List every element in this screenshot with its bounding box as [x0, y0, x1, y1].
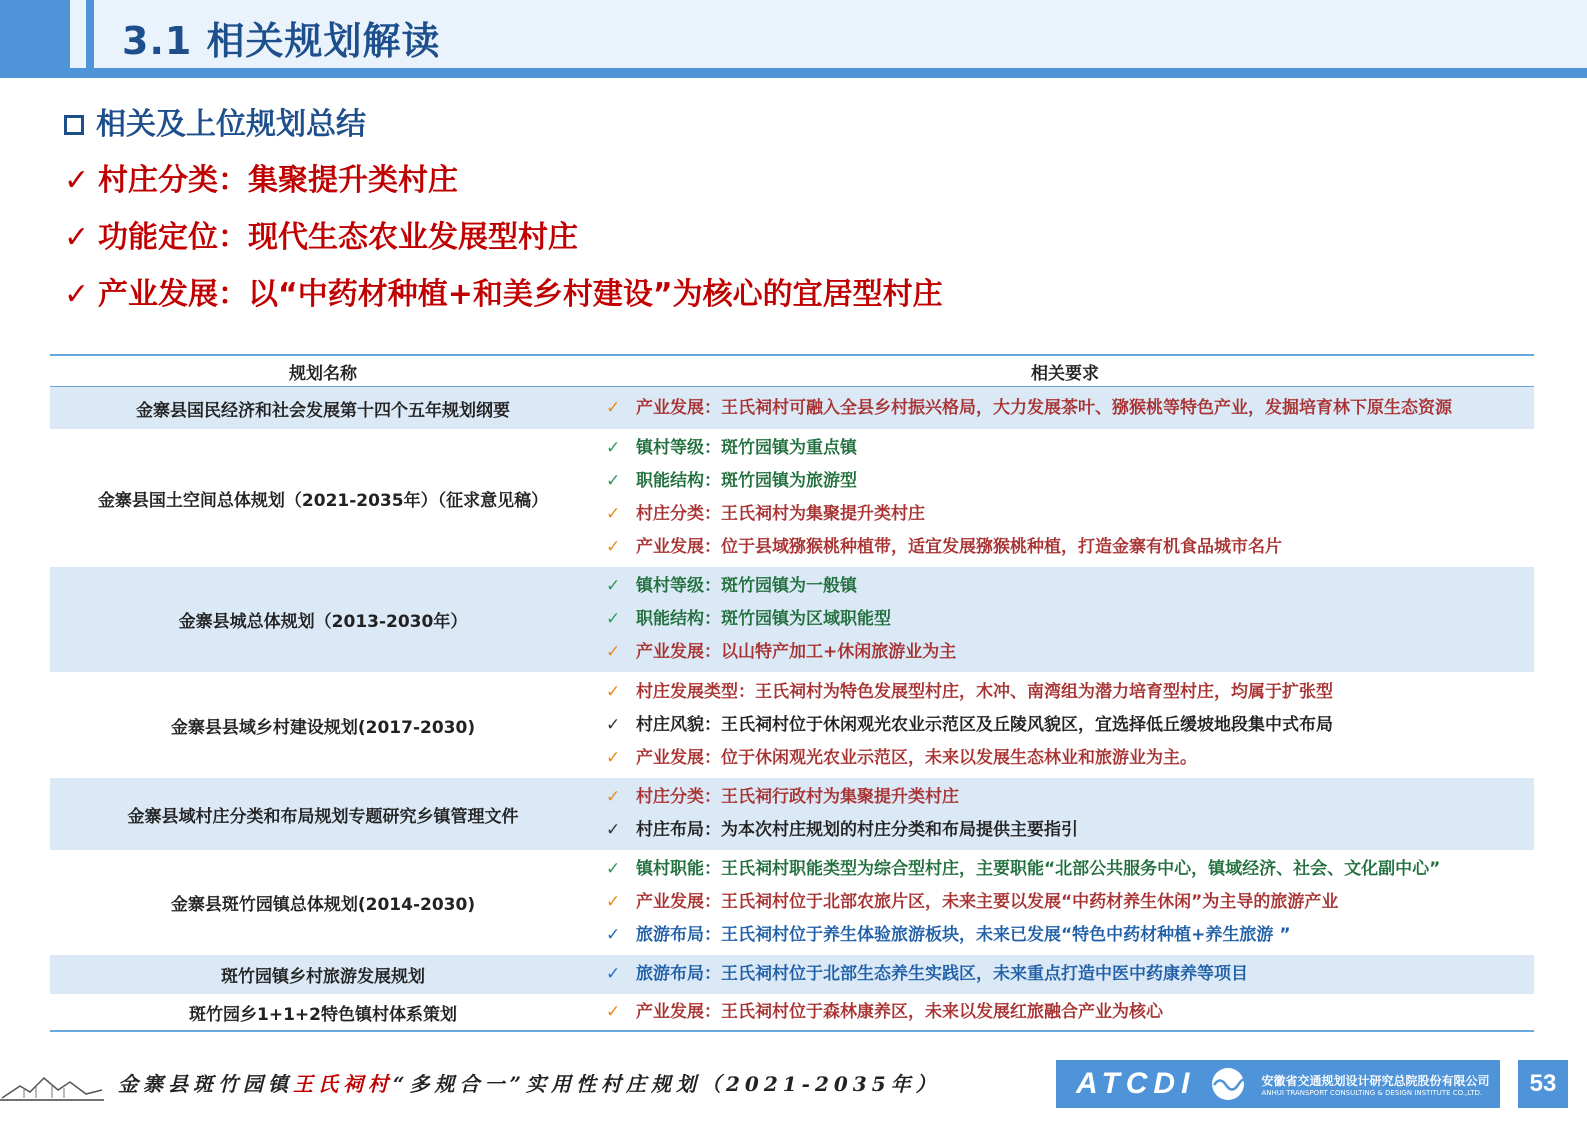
header-underline [0, 68, 1587, 78]
checkmark-icon: ✓ [606, 438, 621, 458]
checkmark-icon: ✓ [606, 504, 621, 524]
table-row [50, 387, 1534, 429]
requirement-text: 村庄发展类型：王氏祠村为特色发展型村庄，木冲、南湾组为潜力培育型村庄，均属于扩张型 [636, 681, 1333, 702]
checkmark-icon: ✓ [606, 714, 621, 735]
plan-name: 金寨县域村庄分类和布局规划专题研究乡镇管理文件 [127, 806, 519, 827]
table-row [50, 429, 1534, 567]
requirement-item [606, 814, 1534, 847]
checkmark-icon: ✓ [64, 163, 90, 198]
checkmark-icon: ✓ [606, 892, 621, 912]
checkmark-icon: ✓ [606, 820, 621, 840]
plan-name: 斑竹园镇乡村旅游发展规划 [221, 967, 425, 987]
requirement-item [606, 498, 1534, 531]
checkmark-icon: ✓ [606, 747, 621, 768]
plan-name: 金寨县国民经济和社会发展第十四个五年规划纲要 [136, 400, 510, 421]
requirements-list [50, 955, 1534, 994]
planning-table [50, 354, 1534, 1032]
requirement-item [606, 853, 1534, 886]
table-header [50, 356, 1534, 386]
requirements-list [50, 429, 1534, 567]
table-row [50, 778, 1534, 850]
table-row [50, 672, 1534, 778]
requirement-text: 职能结构：斑竹园镇为区域职能型 [636, 609, 891, 629]
table-row [50, 955, 1534, 994]
requirement-text: 村庄风貌：王氏祠村位于休闲观光农业示范区及丘陵风貌区，宜选择低丘缓坡地段集中式布局 [636, 714, 1333, 735]
summary-heading [64, 98, 943, 152]
requirement-text: 产业发展：王氏祠村位于北部农旅片区，未来主要以发展“中药材养生休闲”为主导的旅游产业 [636, 892, 1339, 912]
checkmark-icon: ✓ [606, 537, 621, 557]
requirement-item [606, 676, 1534, 709]
company-name-en: ANHUI TRANSPORT CONSULTING & DESIGN INSTITUTE CO.,LTD. [1261, 1088, 1483, 1097]
requirements-list [50, 672, 1534, 778]
requirement-item [606, 709, 1534, 742]
requirement-item [606, 636, 1534, 669]
requirement-item [606, 886, 1534, 919]
header-accent-stripe [86, 0, 94, 68]
checkmark-icon: ✓ [606, 471, 621, 491]
requirements-list [50, 387, 1534, 429]
checkmark-icon: ✓ [64, 277, 90, 312]
requirement-text: 产业发展：位于县域猕猴桃种植带，适宜发展猕猴桃种植，打造金寨有机食品城市名片 [636, 537, 1282, 557]
company-name-cn: 安徽省交通规划设计研究总院股份有限公司 [1261, 1073, 1490, 1088]
table-row [50, 994, 1534, 1030]
requirement-item [606, 742, 1534, 775]
plan-name: 金寨县县域乡村建设规划(2017-2030) [170, 717, 476, 738]
table-row [50, 567, 1534, 672]
requirement-text: 镇村等级：斑竹园镇为重点镇 [636, 438, 857, 458]
plan-name: 斑竹园乡1+1+2特色镇村体系策划 [189, 1004, 457, 1025]
checkmark-icon: ✓ [606, 397, 621, 418]
summary-item: ✓ 村庄分类：集聚提升类村庄 [64, 152, 943, 209]
checkmark-icon: ✓ [64, 220, 90, 255]
checkmark-icon: ✓ [606, 1001, 621, 1022]
summary-heading-text: 相关及上位规划总结 [96, 107, 366, 142]
header-band [0, 0, 1587, 78]
page-title: 3.1 相关规划解读 [122, 19, 441, 63]
checkmark-icon: ✓ [606, 787, 621, 807]
requirement-text: 村庄布局：为本次村庄规划的村庄分类和布局提供主要指引 [636, 820, 1078, 840]
requirement-text: 产业发展：位于休闲观光农业示范区，未来以发展生态林业和旅游业为主。 [636, 747, 1197, 768]
requirement-text: 职能结构：斑竹园镇为旅游型 [636, 471, 857, 491]
requirement-text: 旅游布局：王氏祠村位于养生体验旅游板块，未来已发展“特色中药材种植+养生旅游 ” [636, 925, 1291, 945]
requirement-item [606, 603, 1534, 636]
column-header-name: 规划名称 [289, 363, 357, 384]
summary-section [64, 98, 943, 323]
plan-name: 金寨县城总体规划（2013-2030年） [178, 612, 468, 632]
square-bullet-icon [64, 115, 84, 135]
requirement-text: 村庄分类：王氏祠村为集聚提升类村庄 [636, 504, 925, 524]
plan-name: 金寨县国土空间总体规划（2021-2035年）（征求意见稿） [97, 490, 549, 511]
requirement-item [606, 531, 1534, 564]
checkmark-icon: ✓ [606, 681, 621, 702]
requirements-list [50, 567, 1534, 672]
column-header-requirements: 相关要求 [1031, 363, 1099, 384]
checkmark-icon: ✓ [606, 925, 621, 945]
summary-item: ✓ 功能定位：现代生态农业发展型村庄 [64, 209, 943, 266]
requirement-text: 产业发展：王氏祠村位于森林康养区，未来以发展红旅融合产业为核心 [636, 1001, 1163, 1022]
requirements-list [50, 850, 1534, 955]
company-logo [1056, 1060, 1500, 1108]
checkmark-icon: ✓ [606, 964, 621, 984]
table-row [50, 850, 1534, 955]
wave-logo-icon [1205, 1066, 1251, 1102]
requirement-item [606, 919, 1534, 952]
header-accent-block [0, 0, 70, 68]
requirement-item [606, 432, 1534, 465]
logo-wordmark: ATCDI [1076, 1067, 1196, 1100]
requirement-item [606, 996, 1534, 1029]
table-bottom-rule [50, 1030, 1534, 1032]
requirement-text: 镇村等级：斑竹园镇为一般镇 [636, 576, 857, 596]
village-sketch-icon [0, 1064, 104, 1104]
requirement-item [606, 465, 1534, 498]
page-number: 53 [1518, 1060, 1568, 1108]
requirement-item [606, 958, 1534, 991]
requirement-text: 旅游布局：王氏祠村位于北部生态养生实践区，未来重点打造中医中药康养等项目 [636, 964, 1248, 984]
plan-name: 金寨县斑竹园镇总体规划(2014-2030) [170, 895, 476, 915]
checkmark-icon: ✓ [606, 576, 621, 596]
requirement-item [606, 392, 1534, 425]
requirement-text: 村庄分类：王氏祠行政村为集聚提升类村庄 [636, 787, 959, 807]
requirements-list [50, 778, 1534, 850]
requirement-item [606, 781, 1534, 814]
requirement-text: 产业发展：以山特产加工+休闲旅游业为主 [636, 642, 957, 662]
checkmark-icon: ✓ [606, 642, 621, 662]
summary-item: ✓ 产业发展：以“中药材种植+和美乡村建设”为核心的宜居型村庄 [64, 266, 943, 323]
requirement-text: 产业发展：王氏祠村可融入全县乡村振兴格局，大力发展茶叶、猕猴桃等特色产业，发掘培育林下原生态资源 [636, 397, 1452, 418]
project-village-name: 王氏祠村 [293, 1072, 393, 1096]
requirement-item [606, 570, 1534, 603]
requirements-list [50, 994, 1534, 1030]
project-title: 金寨县斑竹园镇王氏祠村“多规合一”实用性村庄规划（2021-2035年） [118, 1072, 941, 1096]
checkmark-icon: ✓ [606, 859, 621, 879]
requirement-text: 镇村职能：王氏祠村职能类型为综合型村庄，主要职能“北部公共服务中心，镇域经济、社会、文化副中心” [636, 859, 1441, 879]
table-body [50, 387, 1534, 1030]
checkmark-icon: ✓ [606, 609, 621, 629]
